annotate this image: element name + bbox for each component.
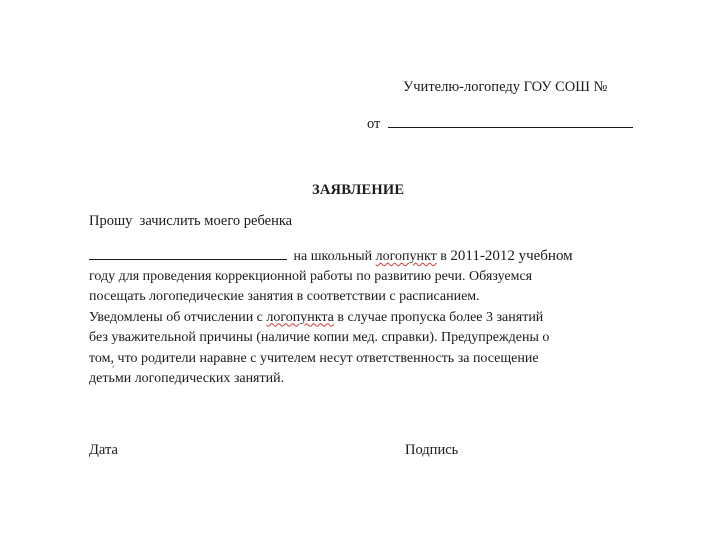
- date-label: Дата: [89, 442, 118, 458]
- spellcheck-word-logopunkt: логопункт: [375, 249, 437, 264]
- intro-text: Прошу зачислить моего ребенка: [89, 213, 293, 229]
- body-line-4: Уведомлены об отчислении с логопункта в случае пропуска более 3 занятий: [89, 309, 544, 325]
- spellcheck-word-logopunkta: логопункта: [266, 309, 334, 325]
- body-line-7: детьми логопедических занятий.: [89, 371, 285, 386]
- body-line-1: на школьный логопункт в 2011-2012 учебном: [89, 246, 649, 267]
- from-label: от: [367, 116, 381, 132]
- signature-label: Подпись: [405, 442, 459, 458]
- body-line-3: посещать логопедические занятия в соответствии с расписанием.: [89, 289, 480, 304]
- spellcheck-comma: ,: [110, 350, 115, 366]
- body-line-5: без уважительной причины (наличие копии мед. справки). Предупреждены о: [89, 330, 550, 345]
- addressee-line: Учителю-логопеду ГОУ СОШ №: [403, 79, 608, 95]
- school-year: 2011-2012 учебном: [450, 248, 573, 264]
- from-line: [367, 115, 633, 133]
- document-body: [89, 246, 649, 390]
- body-line-2: году для проведения коррекционной работы по развитию речи. Обязуемся: [89, 268, 533, 284]
- from-blank-field[interactable]: [388, 115, 633, 128]
- body-line-6: том, что родители наравне с учителем несут ответственность за посещение: [89, 350, 539, 366]
- document-title: ЗАЯВЛЕНИЕ: [312, 182, 405, 198]
- child-name-blank-field[interactable]: [89, 247, 287, 260]
